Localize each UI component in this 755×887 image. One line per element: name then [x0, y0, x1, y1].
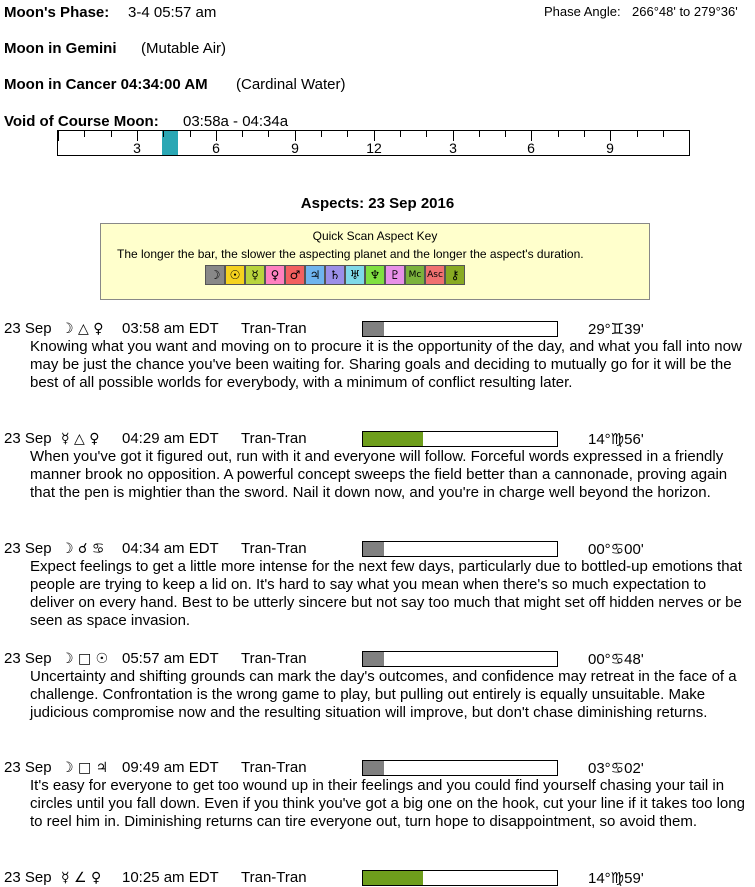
timeline-hour-label: 3 [133, 140, 141, 156]
moon-sign-2-quality: (Cardinal Water) [236, 76, 346, 93]
aspect-description: When you've got it figured out, run with it and everyone will follow. Forceful words expressed in a friendly manner brook no opposition. A powerful concept sweeps the field better than a cannonade, proving again that the pen is mightier than the sword. Nail it down now, and you're in charge well beyond the horizon. [30, 448, 728, 501]
timeline-tick [111, 131, 112, 137]
aspect-duration-bar [362, 431, 558, 447]
timeline-tick [584, 131, 585, 137]
planet-glyph-icon: ♄ [325, 265, 345, 285]
phase-angle-value: 266°48' to 279°36' [632, 4, 738, 19]
aspect-glyphs: ☿ △ ♀ [61, 431, 100, 447]
aspect-duration-bar [362, 321, 558, 337]
timeline-tick [400, 131, 401, 137]
timeline-hour-label: 9 [291, 140, 299, 156]
aspects-title: Aspects: 23 Sep 2016 [300, 195, 455, 212]
aspect-duration-fill [363, 322, 384, 336]
planet-glyph-icon: ♀ [265, 265, 285, 285]
timeline-tick [163, 131, 164, 137]
aspect-duration-bar [362, 870, 558, 886]
timeline-hour-label: 12 [366, 140, 382, 156]
aspect-date: 23 Sep [4, 869, 52, 886]
void-of-course-timeline [57, 130, 690, 156]
aspect-date: 23 Sep [4, 430, 52, 447]
timeline-tick [268, 131, 269, 137]
aspect-date: 23 Sep [4, 759, 52, 776]
aspect-position: 14°♍56' [588, 431, 644, 448]
timeline-hour-label: 6 [527, 140, 535, 156]
aspect-type: Tran-Tran [241, 869, 307, 886]
planet-glyph-icon: ☉ [225, 265, 245, 285]
aspect-glyphs: ☽ △ ♀ [61, 321, 104, 337]
planet-glyph-legend [205, 265, 465, 285]
aspect-glyphs: ☿ ∠ ♀ [61, 870, 102, 886]
aspect-duration-bar [362, 760, 558, 776]
timeline-tick [347, 131, 348, 137]
aspect-type: Tran-Tran [241, 759, 307, 776]
aspect-date: 23 Sep [4, 540, 52, 557]
aspect-date: 23 Sep [4, 320, 52, 337]
aspect-type: Tran-Tran [241, 540, 307, 557]
moon-phase-value: 3-4 05:57 am [128, 4, 217, 21]
aspect-glyphs: ☽ ☌ ♋ [61, 541, 105, 557]
timeline-tick [84, 131, 85, 137]
planet-glyph-icon: ☽ [205, 265, 225, 285]
phase-angle-label: Phase Angle: [544, 4, 621, 19]
aspect-description: It's easy for everyone to get too wound up in their feelings and you could find yourself chasing your tail in circles until you fall down. Even if you think you've got a big one on the hook, cut your line if it takes too long to reel him in. Diminishing returns can tire everyone out, turn hope to disappointment, so avoid them. [30, 777, 745, 830]
aspect-description: Expect feelings to get a little more intense for the next few days, particularly due to bottled-up emotions that people are trying to keep a lid on. It's hard to say what you mean when there's so much expectation to deliver on every hand. Best to be utterly sincere but not say too much that might set off hidden nerves or be seen as space invasion. [30, 558, 743, 629]
aspect-key-title: Quick Scan Aspect Key [312, 229, 438, 243]
planet-glyph-icon: Asc [425, 265, 445, 285]
planet-glyph-icon: ♆ [365, 265, 385, 285]
void-of-course-label: Void of Course Moon: [4, 113, 159, 130]
aspect-time: 10:25 am EDT [122, 869, 219, 886]
planet-glyph-icon: ☿ [245, 265, 265, 285]
aspect-position: 00°♋48' [588, 651, 644, 668]
aspect-duration-fill [363, 432, 423, 446]
timeline-hour-label: 6 [212, 140, 220, 156]
aspect-date: 23 Sep [4, 650, 52, 667]
aspect-duration-bar [362, 651, 558, 667]
planet-glyph-icon: ♅ [345, 265, 365, 285]
aspect-duration-bar [362, 541, 558, 557]
planet-glyph-icon: ♃ [305, 265, 325, 285]
timeline-tick [242, 131, 243, 137]
aspect-glyphs: ☽ □ ☉ [61, 651, 109, 667]
aspect-glyphs: ☽ □ ♃ [61, 760, 109, 776]
aspect-description: Knowing what you want and moving on to procure it is the opportunity of the day, and what you fall into now may be just the chance you've been waiting for. Sharing goals and deciding to mutually go for it will be the best of all possible worlds for everybody, with a minimum of conflict resulting later. [30, 338, 742, 391]
timeline-hour-label: 3 [449, 140, 457, 156]
timeline-tick [426, 131, 427, 137]
aspect-position: 03°♋02' [588, 760, 644, 777]
timeline-tick [663, 131, 664, 137]
timeline-tick [321, 131, 322, 137]
planet-glyph-icon: ⚷ [445, 265, 465, 285]
timeline-tick [637, 131, 638, 137]
timeline-tick [689, 131, 690, 141]
aspect-duration-fill [363, 761, 384, 775]
aspect-key-box [100, 223, 650, 300]
aspect-duration-fill [363, 542, 384, 556]
aspect-position: 14°♍59' [588, 870, 644, 887]
void-period-marker [162, 131, 178, 155]
aspect-duration-fill [363, 652, 384, 666]
aspect-type: Tran-Tran [241, 430, 307, 447]
aspect-position: 29°♊39' [588, 321, 644, 338]
aspect-type: Tran-Tran [241, 650, 307, 667]
aspect-time: 04:29 am EDT [122, 430, 219, 447]
aspect-time: 03:58 am EDT [122, 320, 219, 337]
aspect-position: 00°♋00' [588, 541, 644, 558]
aspect-description: Uncertainty and shifting grounds can mark the day's outcomes, and confidence may retreat in the face of a challenge. Confrontation is the wrong game to play, but pulling out entirely is equally unsuitable. Make judicious compromise now and the resulting situation will improve, but don't chase diminishing returns. [30, 668, 737, 721]
planet-glyph-icon: ♂ [285, 265, 305, 285]
aspect-time: 05:57 am EDT [122, 650, 219, 667]
aspect-key-text: The longer the bar, the slower the aspecting planet and the longer the aspect's duration. [117, 247, 584, 261]
moon-sign-2: Moon in Cancer 04:34:00 AM [4, 76, 208, 93]
timeline-hour-label: 9 [606, 140, 614, 156]
planet-glyph-icon: Mc [405, 265, 425, 285]
aspect-time: 04:34 am EDT [122, 540, 219, 557]
timeline-tick [479, 131, 480, 137]
planet-glyph-icon: ♇ [385, 265, 405, 285]
moon-sign-1-quality: (Mutable Air) [141, 40, 227, 57]
timeline-tick [505, 131, 506, 137]
moon-sign-1: Moon in Gemini [4, 40, 117, 57]
void-of-course-value: 03:58a - 04:34a [183, 113, 289, 130]
aspect-duration-fill [363, 871, 423, 885]
timeline-tick [58, 131, 59, 141]
timeline-tick [190, 131, 191, 137]
aspect-type: Tran-Tran [241, 320, 307, 337]
aspect-time: 09:49 am EDT [122, 759, 219, 776]
moon-phase-label: Moon's Phase: [4, 4, 110, 21]
timeline-tick [558, 131, 559, 137]
